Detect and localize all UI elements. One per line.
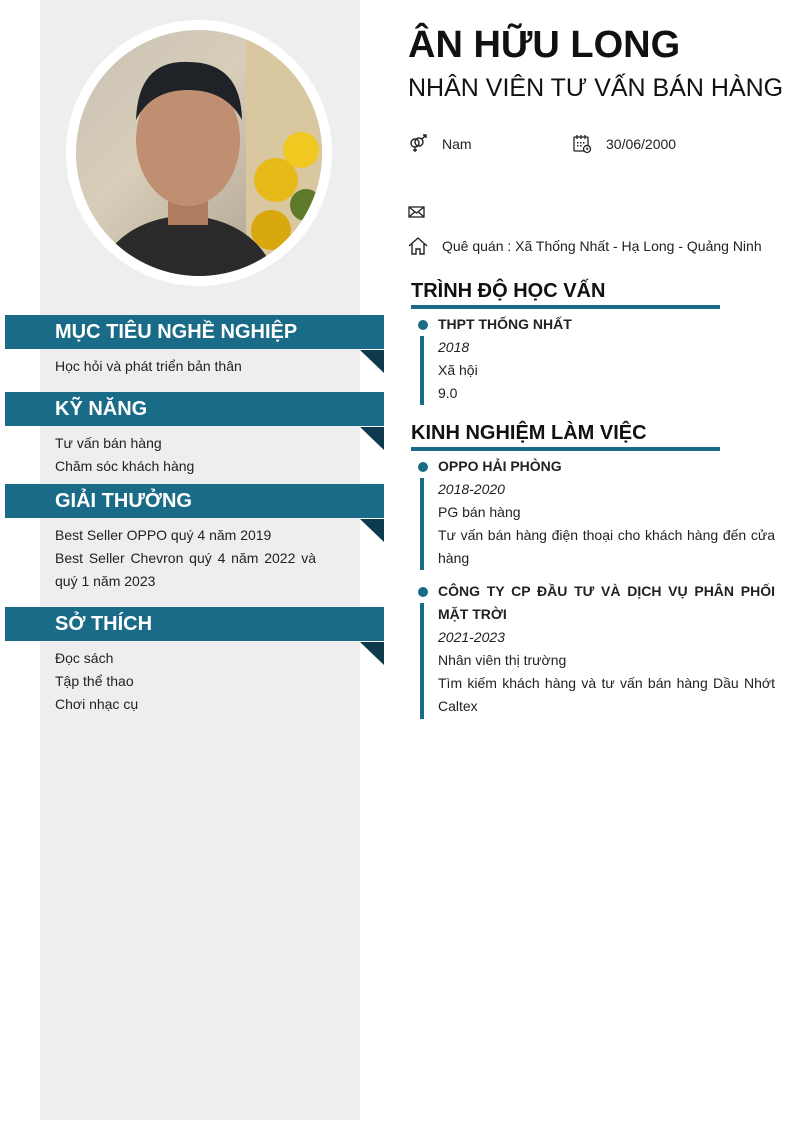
skills-list — [55, 432, 316, 478]
mail-icon — [408, 202, 428, 222]
education-time: 2018 — [438, 339, 470, 355]
school-name: THPT THỐNG NHẤT — [438, 316, 572, 332]
objective-list — [55, 355, 316, 378]
company-name: OPPO HẢI PHÒNG — [438, 458, 562, 474]
awards-list — [55, 524, 316, 593]
award-item: Best Seller OPPO quý 4 năm 2019 — [55, 527, 272, 543]
experience-description: Tư vấn bán hàng điện thoại cho khách hàng đến cửa hàng — [438, 527, 775, 566]
home-icon — [408, 236, 428, 256]
job-title: NHÂN VIÊN TƯ VẤN BÁN HÀNG — [408, 74, 784, 102]
awards-heading: GIẢI THƯỞNG — [5, 484, 384, 518]
education-major: Xã hội — [438, 362, 478, 378]
experience-heading: KINH NGHIỆM LÀM VIỆC — [411, 422, 720, 451]
full-name: ÂN HỮU LONG — [408, 24, 681, 66]
avatar — [66, 20, 332, 286]
skill-item: Tư vấn bán hàng — [55, 435, 162, 451]
portrait-photo — [76, 30, 322, 276]
company-name: CÔNG TY CP ĐẦU TƯ VÀ DỊCH VỤ PHÂN PHỐI MẶT TRỜI — [438, 583, 775, 622]
birthday-row — [572, 134, 676, 154]
objective-item: Học hỏi và phát triển bản thân — [55, 358, 242, 374]
experience-entry — [418, 455, 775, 570]
gender-icon — [408, 134, 428, 154]
timeline-dot — [418, 587, 428, 597]
ribbon-fold — [360, 427, 384, 450]
education-entry — [418, 313, 775, 405]
objective-heading: MỤC TIÊU NGHỀ NGHIỆP — [5, 315, 384, 349]
hometown-value: Quê quán : Xã Thống Nhất - Hạ Long - Quảng Ninh — [442, 238, 762, 254]
timeline-bar — [420, 336, 424, 405]
hobby-item: Chơi nhạc cụ — [55, 696, 139, 712]
birthday-value: 30/06/2000 — [606, 136, 677, 152]
ribbon-fold — [360, 350, 384, 373]
hometown-row — [408, 236, 762, 256]
email-row — [408, 202, 442, 222]
calendar-icon — [572, 134, 592, 154]
timeline-bar — [420, 478, 424, 570]
experience-description: Tìm kiếm khách hàng và tư vấn bán hàng Dầu Nhớt Caltex — [438, 675, 775, 714]
award-item: Best Seller Chevron quý 4 năm 2022 và quý 1 năm 2023 — [55, 550, 316, 589]
timeline-dot — [418, 320, 428, 330]
education-score: 9.0 — [438, 385, 458, 401]
skill-item: Chăm sóc khách hàng — [55, 458, 195, 474]
skills-heading: KỸ NĂNG — [5, 392, 384, 426]
ribbon-fold — [360, 519, 384, 542]
hobbies-heading: SỞ THÍCH — [5, 607, 384, 641]
experience-role: PG bán hàng — [438, 504, 521, 520]
hobbies-list — [55, 647, 316, 716]
education-heading: TRÌNH ĐỘ HỌC VẤN — [411, 280, 720, 309]
hobby-item: Tập thể thao — [55, 673, 134, 689]
gender-value: Nam — [442, 136, 472, 152]
timeline-bar — [420, 603, 424, 719]
gender-row — [408, 134, 472, 154]
timeline-dot — [418, 462, 428, 472]
experience-entry — [418, 580, 775, 719]
hobby-item: Đọc sách — [55, 650, 114, 666]
experience-time: 2021-2023 — [438, 629, 505, 645]
experience-time: 2018-2020 — [438, 481, 505, 497]
ribbon-fold — [360, 642, 384, 665]
experience-role: Nhân viên thị trường — [438, 652, 567, 668]
